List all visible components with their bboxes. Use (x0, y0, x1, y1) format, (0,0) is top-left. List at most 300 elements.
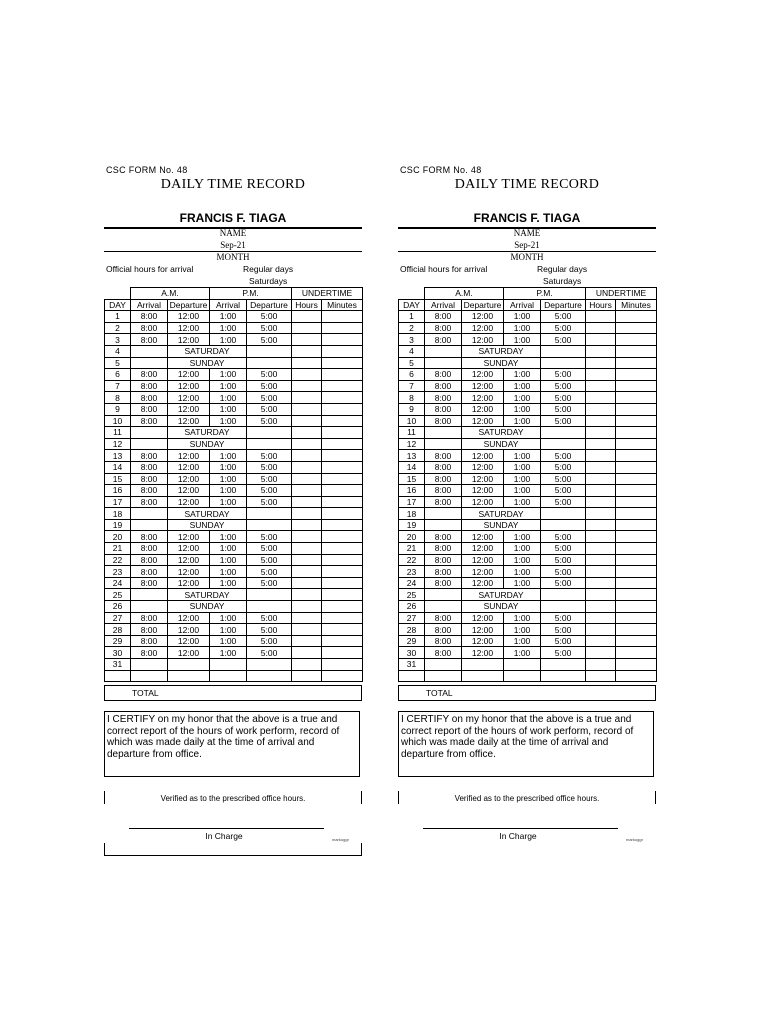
am-arrival-cell: 8:00 (131, 369, 168, 381)
blank-cell (247, 670, 292, 682)
pm-arrival-cell: 1:00 (210, 485, 247, 497)
day-cell: 16 (105, 485, 131, 497)
hours-header: Hours (586, 299, 616, 311)
am-arrival-cell: 8:00 (425, 473, 462, 485)
am-arrival-cell: 8:00 (425, 612, 462, 624)
day-cell: 10 (105, 415, 131, 427)
table-row (105, 322, 363, 334)
am-departure-cell: 12:00 (462, 496, 504, 508)
am-arrival-cell (131, 589, 168, 601)
form-number: CSC FORM No. 48 (400, 165, 482, 175)
am-arrival-cell: 8:00 (131, 403, 168, 415)
weekend-label: SUNDAY (462, 438, 541, 450)
am-departure-cell (462, 659, 504, 671)
day-cell: 28 (105, 624, 131, 636)
am-arrival-cell (131, 438, 168, 450)
am-departure-cell: 12:00 (168, 334, 210, 346)
minutes-cell (616, 450, 657, 462)
saturdays-label: Saturdays (543, 276, 582, 286)
day-cell: 3 (399, 334, 425, 346)
minutes-cell (322, 345, 363, 357)
table-row (105, 635, 363, 647)
blank-cell (168, 670, 210, 682)
pm-arrival-cell: 1:00 (504, 392, 541, 404)
pm-arrival-cell: 1:00 (210, 450, 247, 462)
minutes-cell (616, 380, 657, 392)
pm-arrival-cell: 1:00 (504, 531, 541, 543)
pm-arrival-cell: 1:00 (210, 380, 247, 392)
month-caption: MONTH (216, 252, 250, 262)
am-arrival-cell (131, 427, 168, 439)
am-departure-cell: 12:00 (462, 311, 504, 323)
day-cell: 8 (105, 392, 131, 404)
in-charge-label: In Charge (499, 831, 537, 841)
table-row (399, 380, 657, 392)
day-cell: 27 (399, 612, 425, 624)
am-arrival-cell: 8:00 (425, 624, 462, 636)
day-cell: 14 (399, 461, 425, 473)
am-departure-cell: 12:00 (168, 473, 210, 485)
day-cell: 7 (399, 380, 425, 392)
table-row (399, 322, 657, 334)
pm-arrival-cell: 1:00 (504, 624, 541, 636)
pm-departure-cell: 5:00 (541, 392, 586, 404)
am-arrival-cell: 8:00 (131, 496, 168, 508)
minutes-cell (322, 403, 363, 415)
fine-print: markuggr (626, 837, 643, 842)
day-cell: 26 (399, 601, 425, 613)
am-arrival-cell: 8:00 (131, 450, 168, 462)
day-cell: 31 (105, 659, 131, 671)
weekend-label: SATURDAY (168, 589, 247, 601)
minutes-cell (322, 438, 363, 450)
weekend-label: SATURDAY (462, 427, 541, 439)
pm-departure-cell: 5:00 (541, 450, 586, 462)
hours-cell (292, 438, 322, 450)
am-departure-cell: 12:00 (168, 485, 210, 497)
table-row (105, 369, 363, 381)
table-row (399, 612, 657, 624)
am-departure-cell: 12:00 (168, 380, 210, 392)
am-arrival-cell: 8:00 (425, 403, 462, 415)
day-cell: 13 (399, 450, 425, 462)
day-cell: 1 (105, 311, 131, 323)
day-cell: 23 (399, 566, 425, 578)
hours-cell (586, 589, 616, 601)
pm-departure-cell (541, 589, 586, 601)
pm-arrival-cell: 1:00 (210, 473, 247, 485)
pm-departure-cell: 5:00 (247, 531, 292, 543)
am-arrival-cell (131, 601, 168, 613)
pm-departure-cell (247, 601, 292, 613)
am-departure-cell: 12:00 (168, 635, 210, 647)
signature-line (129, 828, 324, 829)
pm-arrival-cell: 1:00 (504, 334, 541, 346)
hours-cell (292, 554, 322, 566)
weekend-label: SUNDAY (168, 357, 247, 369)
day-cell: 19 (105, 519, 131, 531)
minutes-cell (616, 461, 657, 473)
hours-cell (292, 508, 322, 520)
table-row (105, 415, 363, 427)
day-cell: 29 (105, 635, 131, 647)
hours-cell (292, 519, 322, 531)
pm-departure-cell: 5:00 (541, 311, 586, 323)
pm-arrival-cell: 1:00 (210, 554, 247, 566)
pm-departure-cell: 5:00 (247, 554, 292, 566)
total-row (104, 685, 362, 701)
day-cell: 12 (399, 438, 425, 450)
pm-arrival-cell: 1:00 (504, 635, 541, 647)
pm-arrival-cell: 1:00 (210, 334, 247, 346)
pm-arrival-cell: 1:00 (504, 543, 541, 555)
pm-departure-cell: 5:00 (247, 566, 292, 578)
pm-arrival-cell: 1:00 (504, 612, 541, 624)
table-row (399, 577, 657, 589)
hours-cell (586, 322, 616, 334)
pm-arrival-cell (504, 659, 541, 671)
pm-departure-cell (541, 659, 586, 671)
minutes-cell (616, 485, 657, 497)
weekend-label: SUNDAY (168, 519, 247, 531)
minutes-cell (322, 334, 363, 346)
hours-cell (292, 601, 322, 613)
total-label: TOTAL (132, 688, 159, 698)
pm-departure-cell: 5:00 (247, 334, 292, 346)
am-departure-cell: 12:00 (168, 392, 210, 404)
pm-departure-cell: 5:00 (541, 554, 586, 566)
am-departure-cell: 12:00 (168, 311, 210, 323)
minutes-cell (616, 612, 657, 624)
pm-arrival-cell: 1:00 (210, 647, 247, 659)
pm-departure-cell: 5:00 (541, 566, 586, 578)
day-cell: 11 (105, 427, 131, 439)
pm-departure-cell (541, 427, 586, 439)
month-value: Sep-21 (220, 240, 246, 250)
pm-arrival-cell: 1:00 (504, 566, 541, 578)
hours-cell (586, 392, 616, 404)
pm-arrival-cell: 1:00 (210, 403, 247, 415)
pm-arrival-cell: 1:00 (504, 403, 541, 415)
am-departure-header: Departure (462, 299, 504, 311)
day-cell: 29 (399, 635, 425, 647)
minutes-cell (616, 531, 657, 543)
day-cell: 11 (399, 427, 425, 439)
hours-cell (586, 334, 616, 346)
am-departure-cell: 12:00 (168, 647, 210, 659)
minutes-cell (322, 554, 363, 566)
am-arrival-cell (425, 601, 462, 613)
table-row (105, 519, 363, 531)
table-row (399, 427, 657, 439)
am-arrival-cell (425, 589, 462, 601)
weekend-label: SATURDAY (168, 345, 247, 357)
day-cell: 8 (399, 392, 425, 404)
am-departure-cell (168, 659, 210, 671)
dtr-body (399, 288, 657, 682)
pm-departure-cell: 5:00 (247, 450, 292, 462)
pm-departure-cell: 5:00 (541, 496, 586, 508)
am-arrival-cell: 8:00 (425, 543, 462, 555)
hours-cell (292, 427, 322, 439)
table-row (105, 380, 363, 392)
table-row (105, 659, 363, 671)
pm-departure-cell (247, 345, 292, 357)
minutes-cell (616, 659, 657, 671)
blank-cell (292, 670, 322, 682)
hours-cell (586, 577, 616, 589)
minutes-cell (322, 473, 363, 485)
weekend-label: SATURDAY (462, 589, 541, 601)
am-arrival-cell: 8:00 (425, 392, 462, 404)
hours-cell (292, 322, 322, 334)
day-cell: 2 (105, 322, 131, 334)
hours-cell (292, 543, 322, 555)
pm-departure-cell: 5:00 (247, 624, 292, 636)
day-cell: 15 (399, 473, 425, 485)
weekend-label: SATURDAY (168, 427, 247, 439)
minutes-cell (616, 577, 657, 589)
weekend-label: SUNDAY (462, 601, 541, 613)
minutes-cell (616, 519, 657, 531)
table-row (105, 450, 363, 462)
day-cell: 24 (399, 577, 425, 589)
table-row (399, 647, 657, 659)
pm-departure-cell: 5:00 (247, 496, 292, 508)
am-departure-cell: 12:00 (168, 531, 210, 543)
am-departure-cell: 12:00 (168, 403, 210, 415)
hours-cell (292, 612, 322, 624)
am-departure-cell: 12:00 (462, 612, 504, 624)
dtr-table (104, 287, 363, 682)
hours-cell (292, 566, 322, 578)
hours-cell (586, 415, 616, 427)
minutes-cell (322, 461, 363, 473)
day-cell: 6 (399, 369, 425, 381)
hours-cell (292, 531, 322, 543)
minutes-cell (616, 369, 657, 381)
am-departure-cell: 12:00 (462, 543, 504, 555)
hours-cell (586, 427, 616, 439)
am-departure-cell: 12:00 (168, 450, 210, 462)
day-cell: 17 (105, 496, 131, 508)
pm-arrival-cell: 1:00 (210, 566, 247, 578)
blank-cell (210, 670, 247, 682)
table-row (399, 311, 657, 323)
hours-cell (586, 519, 616, 531)
hours-cell (292, 624, 322, 636)
table-row (105, 485, 363, 497)
am-departure-cell: 12:00 (168, 554, 210, 566)
hours-cell (586, 485, 616, 497)
minutes-cell (322, 380, 363, 392)
am-departure-cell: 12:00 (462, 473, 504, 485)
day-cell: 7 (105, 380, 131, 392)
fine-print: markuggr (332, 837, 349, 842)
am-arrival-cell (425, 519, 462, 531)
am-departure-cell: 12:00 (462, 485, 504, 497)
am-arrival-cell: 8:00 (131, 543, 168, 555)
am-departure-cell: 12:00 (462, 450, 504, 462)
am-departure-cell: 12:00 (462, 647, 504, 659)
hours-cell (292, 369, 322, 381)
am-arrival-cell: 8:00 (425, 647, 462, 659)
day-cell: 14 (105, 461, 131, 473)
pm-departure-cell (247, 427, 292, 439)
minutes-cell (322, 519, 363, 531)
pm-departure-cell: 5:00 (541, 369, 586, 381)
am-arrival-cell (425, 659, 462, 671)
pm-departure-cell (541, 519, 586, 531)
am-departure-cell: 12:00 (168, 369, 210, 381)
am-arrival-cell: 8:00 (425, 380, 462, 392)
hours-cell (586, 612, 616, 624)
hours-cell (292, 635, 322, 647)
day-cell: 12 (105, 438, 131, 450)
pm-departure-cell (541, 601, 586, 613)
pm-departure-cell: 5:00 (247, 485, 292, 497)
pm-departure-cell: 5:00 (541, 403, 586, 415)
pm-departure-cell (541, 357, 586, 369)
day-header: DAY (105, 299, 131, 311)
am-arrival-cell: 8:00 (131, 380, 168, 392)
pm-departure-cell: 5:00 (541, 647, 586, 659)
hours-cell (586, 380, 616, 392)
blank-cell (399, 670, 425, 682)
table-row (105, 427, 363, 439)
pm-departure-cell: 5:00 (247, 322, 292, 334)
table-row (105, 624, 363, 636)
undertime-header: UNDERTIME (586, 288, 657, 300)
blank-cell (504, 670, 541, 682)
table-row (399, 659, 657, 671)
am-arrival-cell: 8:00 (425, 311, 462, 323)
pm-departure-header: Departure (247, 299, 292, 311)
day-cell: 20 (105, 531, 131, 543)
hours-cell (586, 345, 616, 357)
am-departure-cell: 12:00 (462, 577, 504, 589)
pm-departure-cell: 5:00 (247, 635, 292, 647)
hours-cell (292, 311, 322, 323)
day-cell: 30 (105, 647, 131, 659)
am-arrival-cell: 8:00 (131, 485, 168, 497)
day-cell: 24 (105, 577, 131, 589)
minutes-cell (616, 311, 657, 323)
table-row (399, 670, 657, 682)
minutes-cell (616, 624, 657, 636)
am-arrival-cell: 8:00 (425, 369, 462, 381)
hours-cell (586, 543, 616, 555)
minutes-cell (616, 566, 657, 578)
dtr-form-right (398, 0, 656, 1024)
minutes-cell (616, 322, 657, 334)
table-row (399, 543, 657, 555)
hours-cell (586, 659, 616, 671)
weekend-label: SUNDAY (168, 601, 247, 613)
am-arrival-cell: 8:00 (131, 577, 168, 589)
blank-cell (462, 670, 504, 682)
table-row (399, 519, 657, 531)
hours-cell (586, 357, 616, 369)
name-caption: NAME (219, 228, 247, 238)
signature-bracket (104, 843, 362, 856)
am-arrival-cell (425, 508, 462, 520)
am-arrival-cell (131, 659, 168, 671)
pm-arrival-cell: 1:00 (210, 531, 247, 543)
minutes-cell (616, 392, 657, 404)
pm-arrival-cell: 1:00 (210, 577, 247, 589)
pm-arrival-cell: 1:00 (210, 322, 247, 334)
am-arrival-cell: 8:00 (425, 554, 462, 566)
verified-text: Verified as to the prescribed office hours. (454, 794, 600, 803)
minutes-cell (322, 485, 363, 497)
pm-departure-cell: 5:00 (541, 415, 586, 427)
pm-departure-cell: 5:00 (541, 461, 586, 473)
pm-arrival-cell: 1:00 (210, 461, 247, 473)
pm-departure-cell: 5:00 (247, 647, 292, 659)
am-header: A.M. (131, 288, 210, 300)
official-hours-label: Official hours for arrival (400, 264, 488, 274)
pm-arrival-cell: 1:00 (504, 577, 541, 589)
pm-arrival-cell: 1:00 (504, 450, 541, 462)
table-row (399, 496, 657, 508)
pm-departure-cell: 5:00 (541, 473, 586, 485)
am-arrival-cell: 8:00 (425, 415, 462, 427)
table-row (399, 415, 657, 427)
minutes-cell (322, 311, 363, 323)
hours-header: Hours (292, 299, 322, 311)
table-row (105, 601, 363, 613)
employee-name: FRANCIS F. TIAGA (473, 211, 581, 225)
table-row (399, 589, 657, 601)
am-arrival-cell: 8:00 (131, 554, 168, 566)
table-row (105, 403, 363, 415)
am-arrival-cell: 8:00 (425, 566, 462, 578)
minutes-cell (616, 334, 657, 346)
am-arrival-cell (425, 345, 462, 357)
minutes-cell (616, 601, 657, 613)
hours-cell (292, 577, 322, 589)
minutes-cell (322, 450, 363, 462)
hours-cell (292, 473, 322, 485)
pm-departure-cell: 5:00 (541, 531, 586, 543)
pm-departure-cell (247, 357, 292, 369)
minutes-cell (322, 577, 363, 589)
minutes-cell (322, 566, 363, 578)
pm-arrival-cell: 1:00 (210, 392, 247, 404)
pm-departure-cell: 5:00 (247, 403, 292, 415)
pm-departure-cell: 5:00 (247, 543, 292, 555)
am-arrival-cell: 8:00 (425, 496, 462, 508)
am-departure-cell: 12:00 (462, 322, 504, 334)
hours-cell (586, 566, 616, 578)
minutes-cell (322, 392, 363, 404)
hours-cell (292, 461, 322, 473)
table-row (399, 508, 657, 520)
minutes-cell (616, 403, 657, 415)
hours-cell (586, 461, 616, 473)
am-departure-cell: 12:00 (462, 369, 504, 381)
day-cell: 1 (399, 311, 425, 323)
pm-departure-cell: 5:00 (541, 485, 586, 497)
pm-arrival-cell (210, 659, 247, 671)
pm-departure-cell: 5:00 (541, 577, 586, 589)
day-cell: 27 (105, 612, 131, 624)
hours-cell (292, 403, 322, 415)
pm-arrival-cell: 1:00 (210, 369, 247, 381)
am-departure-cell: 12:00 (462, 415, 504, 427)
day-cell: 4 (399, 345, 425, 357)
